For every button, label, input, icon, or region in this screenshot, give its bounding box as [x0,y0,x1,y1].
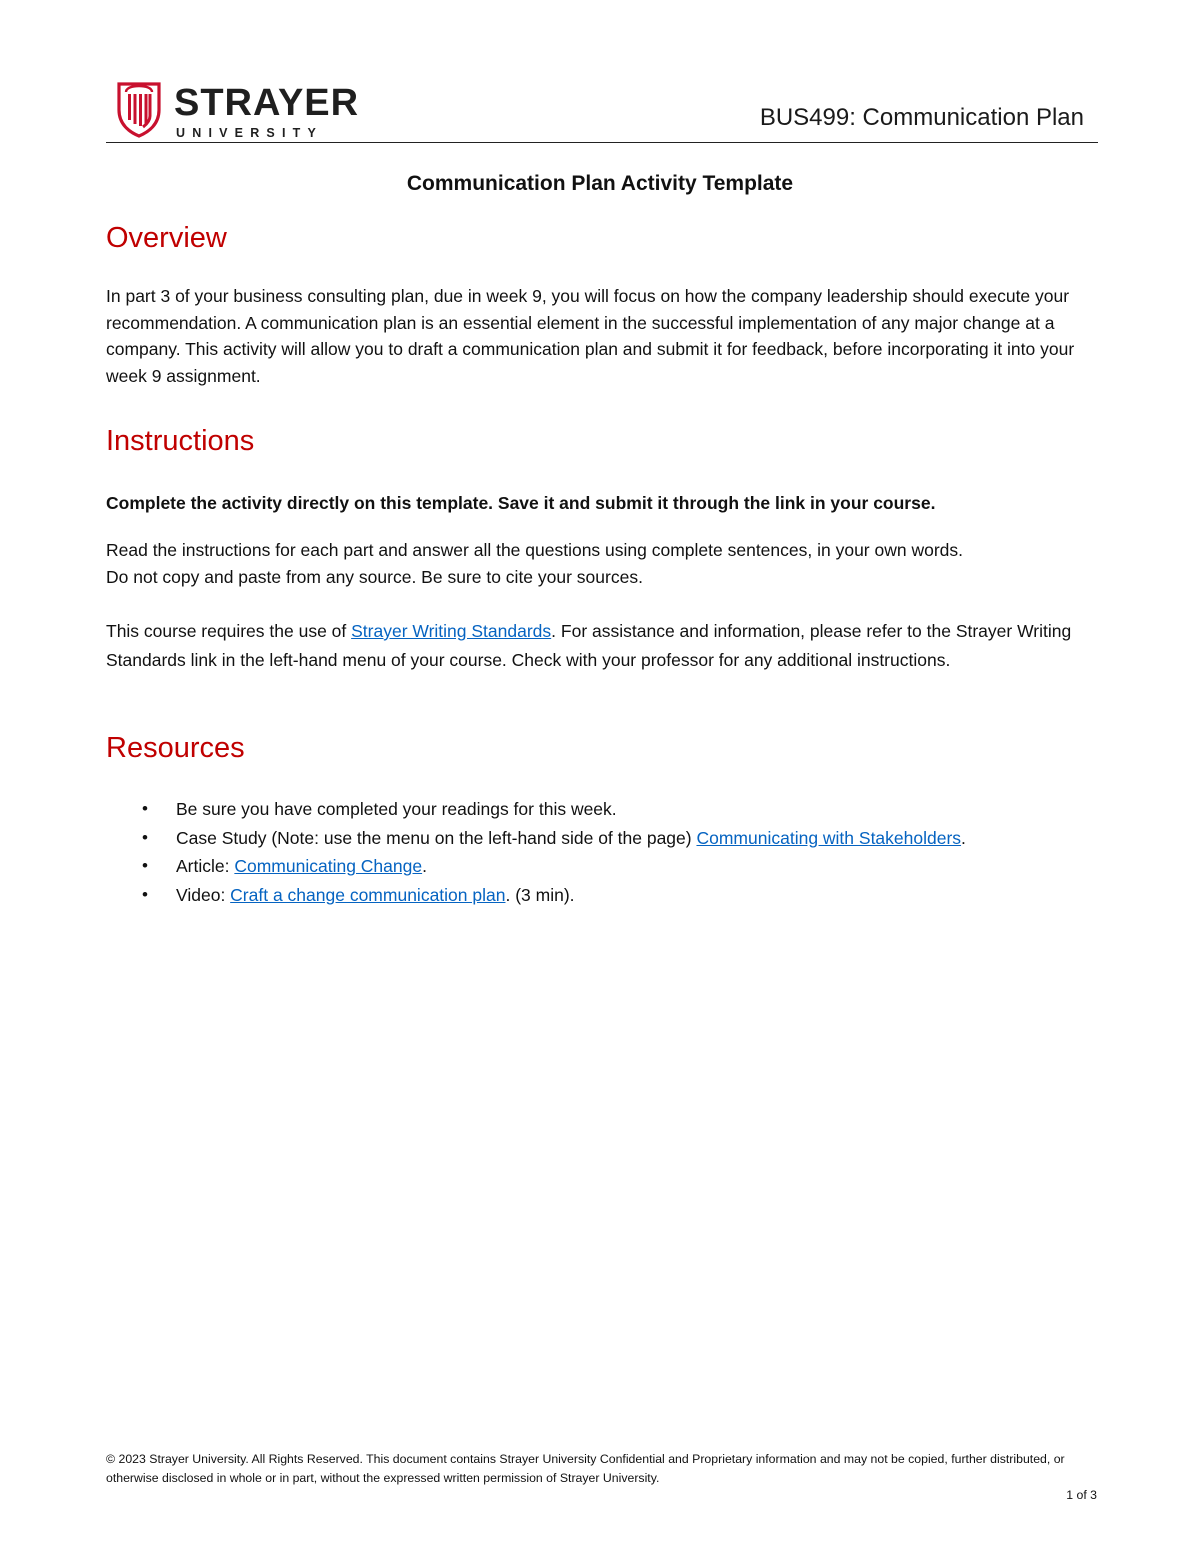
resource-suffix: . [422,856,427,876]
strayer-logo [116,80,359,140]
instructions-paragraph-1-line2: Do not copy and paste from any source. Be sure to cite your sources. [106,566,643,587]
document-title: Communication Plan Activity Template [406,172,794,195]
resource-text: Video: [176,884,231,905]
list-item [106,852,1096,881]
standards-prefix: This course requires the use of [106,621,352,641]
logo-text [174,80,359,140]
list-item [106,795,1096,824]
overview-heading: Overview [106,222,227,254]
standards-suffix: . For assistance and information, please refer to the Strayer Writing Standards link in the left-hand menu of your course. Check with your professor for any additional instructions. [106,621,1072,670]
page-number: 1 of 3 [1066,1488,1097,1502]
resources-heading: Resources [106,732,245,764]
instructions-bold-line: Complete the activity directly on this template. Save it and submit it through the link in your course. [106,493,936,513]
list-item [106,824,1096,853]
resource-suffix: . (3 min). [505,884,575,905]
logo-subtitle: UNIVERSITY [176,126,324,140]
resource-text: Be sure you have completed your readings for this week. [176,799,617,819]
course-title: BUS499: Communication Plan [759,104,1084,131]
instructions-heading: Instructions [106,425,255,457]
bullet-icon: • [142,827,148,847]
bullet-icon: • [142,856,148,875]
instructions-paragraph-1 [106,537,1096,590]
communicating-change-link[interactable]: Communicating Change [234,856,423,876]
strayer-writing-standards-link[interactable]: Strayer Writing Standards [351,621,552,641]
overview-paragraph: In part 3 of your business consulting plan, due in week 9, you will focus on how the company leadership should execute your recommendation. A communication plan is an essential element in the successful implementation of any major change at a company. This activity will allow you to draft a communication plan and submit it for feedback, before incorporating it into your week 9 assignment. [106,286,1075,386]
instructions-paragraph-1-line1: Read the instructions for each part and answer all the questions using complete sentences, in your own words. [106,540,964,560]
resource-text: Case Study (Note: use the menu on the left-hand side of the page) [176,827,697,848]
strayer-shield-logo-icon [116,80,162,138]
page-header [106,78,1098,143]
bullet-icon: • [142,799,148,818]
resource-text: Article: [176,856,235,876]
list-item [106,881,1096,910]
bullet-icon: • [142,884,148,904]
footer-legal-notice: © 2023 Strayer University. All Rights Reserved. This document contains Strayer University Confidential and Proprietary information and may not be copied, further distributed, or otherwise disclosed in whole or in part, without the expressed written permission of Strayer University. [106,1452,1065,1485]
instructions-paragraph-2 [106,617,1096,674]
craft-change-communication-plan-link[interactable]: Craft a change communication plan [230,884,506,905]
communicating-with-stakeholders-link[interactable]: Communicating with Stakeholders [696,827,962,848]
logo-wordmark: STRAYER [174,82,360,124]
resources-list [106,795,1096,909]
resource-suffix: . [961,827,966,848]
